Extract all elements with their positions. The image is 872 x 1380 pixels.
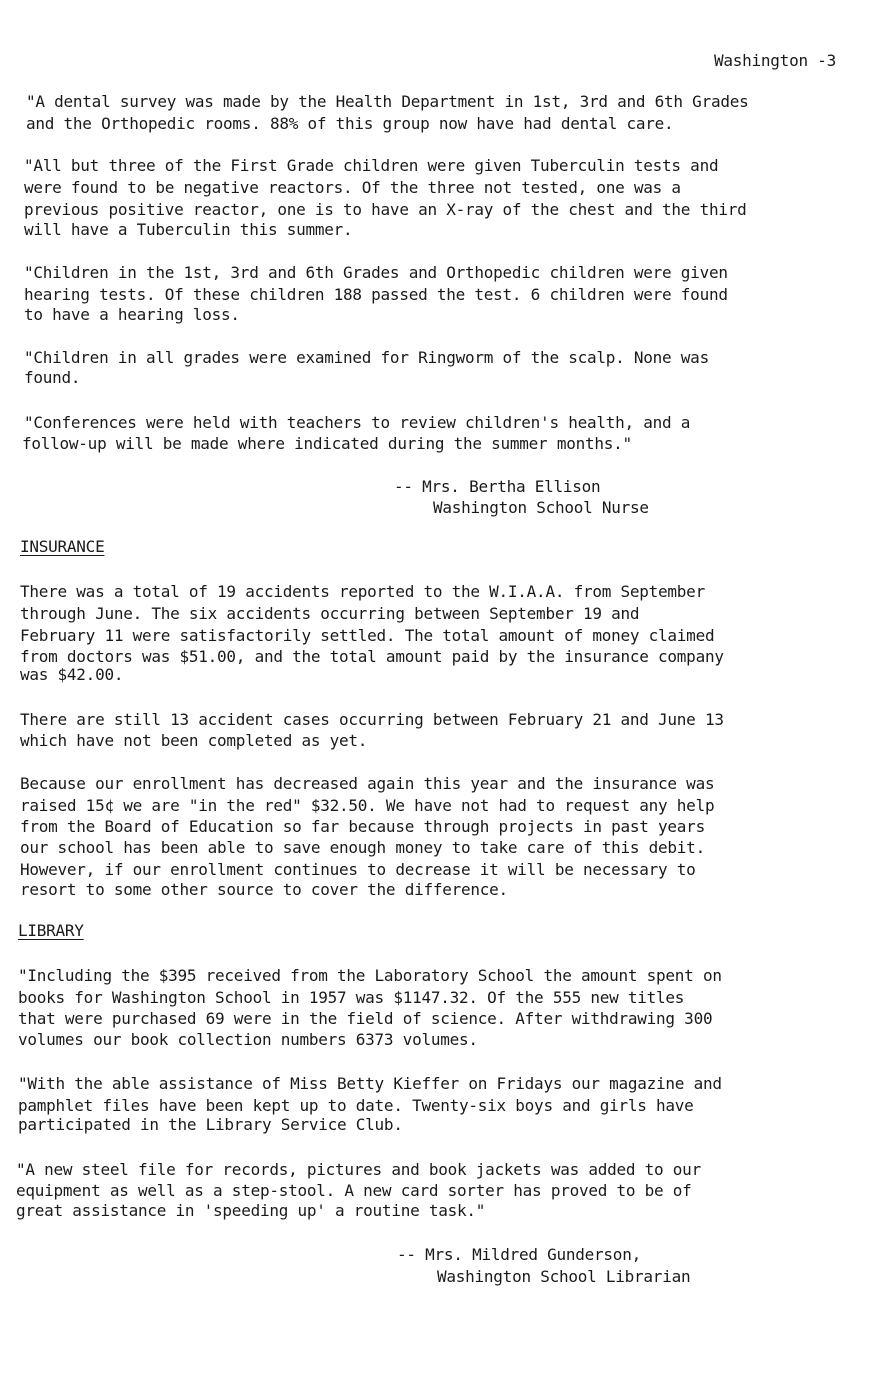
signature-title: Washington School Nurse (433, 498, 649, 517)
text-line: However, if our enrollment continues to decrease it will be necessary to (20, 860, 696, 879)
text-line: "A new steel file for records, pictures and book jackets was added to our (16, 1160, 701, 1179)
text-line: which have not been completed as yet. (20, 731, 368, 750)
text-line: "Children in the 1st, 3rd and 6th Grades and Orthopedic children were given (24, 263, 728, 282)
text-line: Because our enrollment has decreased again this year and the insurance was (20, 774, 715, 793)
text-line: found. (24, 368, 81, 387)
text-line: "A dental survey was made by the Health Department in 1st, 3rd and 6th Grades (26, 92, 749, 111)
text-line: great assistance in 'speeding up' a routine task." (16, 1201, 486, 1220)
text-line: "All but three of the First Grade children were given Tuberculin tests and (24, 156, 719, 175)
text-line: to have a hearing loss. (24, 305, 240, 324)
text-line: "With the able assistance of Miss Betty Kieffer on Fridays our magazine and (18, 1074, 722, 1093)
text-line: "Including the $395 received from the Laboratory School the amount spent on (18, 966, 722, 985)
text-line: volumes our book collection numbers 6373 volumes. (18, 1030, 478, 1049)
text-line: There was a total of 19 accidents reported to the W.I.A.A. from September (20, 582, 705, 601)
text-line: previous positive reactor, one is to have an X-ray of the chest and the third (24, 200, 747, 219)
text-line: books for Washington School in 1957 was $1147.32. Of the 555 new titles (18, 988, 685, 1007)
text-line: from the Board of Education so far because through projects in past years (20, 817, 705, 836)
text-line: that were purchased 69 were in the field of science. After withdrawing 300 (18, 1009, 713, 1028)
text-line: February 11 were satisfactorily settled. The total amount of money claimed (20, 626, 715, 645)
text-line: "Children in all grades were examined for Ringworm of the scalp. None was (24, 348, 709, 367)
text-line: raised 15¢ we are "in the red" $32.50. We have not had to request any help (20, 796, 715, 815)
text-line: participated in the Library Service Club. (18, 1115, 403, 1134)
text-line: and the Orthopedic rooms. 88% of this group now have had dental care. (26, 114, 674, 133)
text-line: pamphlet files have been kept up to date. Twenty-six boys and girls have (18, 1096, 694, 1115)
text-line: from doctors was $51.00, and the total amount paid by the insurance company (20, 647, 724, 666)
text-line: will have a Tuberculin this summer. (24, 220, 353, 239)
text-line: There are still 13 accident cases occurring between February 21 and June 13 (20, 710, 724, 729)
text-line: follow-up will be made where indicated during the summer months." (22, 434, 632, 453)
text-line: resort to some other source to cover the difference. (20, 880, 508, 899)
text-line: were found to be negative reactors. Of the three not tested, one was a (24, 178, 681, 197)
text-line: hearing tests. Of these children 188 passed the test. 6 children were found (24, 285, 728, 304)
insurance-heading: INSURANCE (20, 537, 105, 556)
library-heading: LIBRARY (18, 921, 84, 940)
signature-title: Washington School Librarian (437, 1267, 691, 1286)
text-line: "Conferences were held with teachers to review children's health, and a (24, 413, 691, 432)
text-line: our school has been able to save enough money to take care of this debit. (20, 838, 705, 857)
text-line: equipment as well as a step-stool. A new card sorter has proved to be of (16, 1181, 692, 1200)
signature-name: -- Mrs. Bertha Ellison (394, 477, 601, 496)
page-header: Washington -3 (714, 51, 836, 70)
signature-name: -- Mrs. Mildred Gunderson, (397, 1245, 641, 1264)
text-line: was $42.00. (20, 665, 124, 684)
text-line: through June. The six accidents occurring between September 19 and (20, 604, 640, 623)
